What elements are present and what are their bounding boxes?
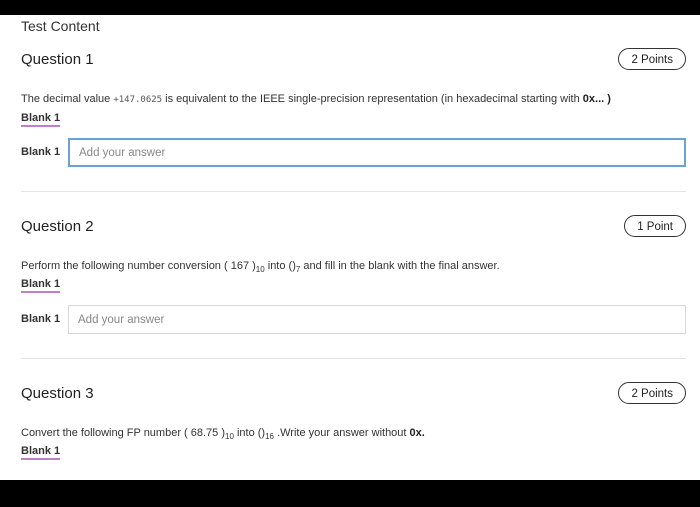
question-prompt: The decimal value +147.0625 is equivalent to the IEEE single-precision representation (in hexadecimal starting with 0x... ): [21, 93, 611, 105]
divider: [21, 191, 686, 192]
points-badge: 1 Point: [624, 215, 686, 237]
blank-underline: [21, 291, 60, 293]
top-letterbox: [0, 0, 700, 15]
blank-label: Blank 1: [21, 278, 61, 290]
answer-label: Blank 1: [21, 146, 61, 158]
points-badge: 2 Points: [618, 382, 686, 404]
question-prompt: Perform the following number conversion ( 167 )$_{10}$ into $()_7$ and fill in the blank with the final answer.: [21, 260, 500, 275]
section-title: Test Content: [21, 18, 100, 34]
question-title: Question 2: [21, 218, 94, 235]
question-prompt: Convert the following FP number ( 68.75 )$_{10}$ into $()_{16}$ .Write your answer without 0x.: [21, 427, 425, 442]
blank-underline: [21, 458, 60, 460]
answer-label: Blank 1: [21, 313, 61, 325]
blank-label: Blank 1: [21, 112, 61, 124]
question-title: Question 1: [21, 51, 94, 68]
blank-underline: [21, 125, 60, 127]
bottom-letterbox: [0, 480, 700, 507]
answer-input[interactable]: [68, 305, 686, 334]
decimal-value: +147.0625: [113, 95, 163, 105]
question-title: Question 3: [21, 385, 94, 402]
divider: [21, 358, 686, 359]
answer-input[interactable]: [68, 138, 686, 167]
blank-label: Blank 1: [21, 445, 61, 457]
points-badge: 2 Points: [618, 48, 686, 70]
test-content-panel: [0, 15, 700, 480]
